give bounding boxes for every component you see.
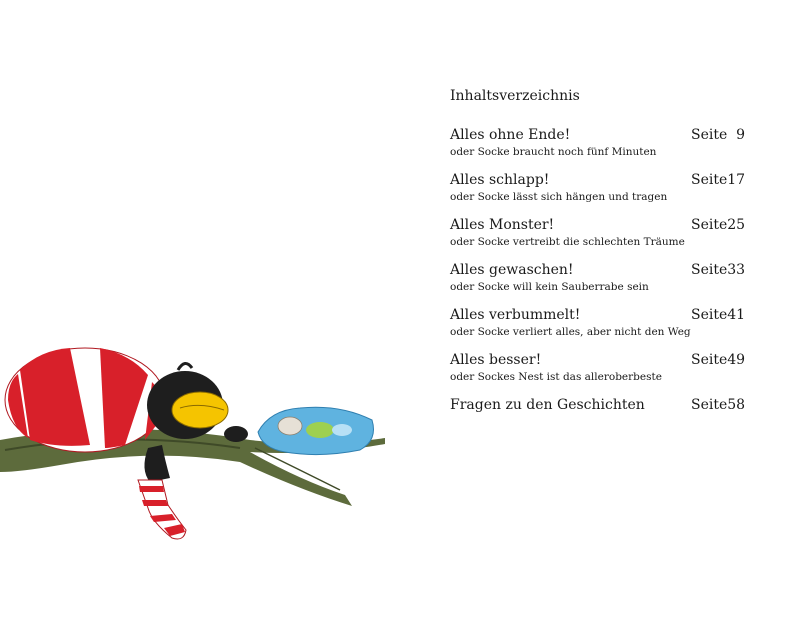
page-word: Seite <box>691 307 728 323</box>
page-word: Seite <box>691 352 728 368</box>
entry-page <box>691 126 745 144</box>
page-number: 33 <box>727 262 746 278</box>
page-number: 17 <box>727 172 746 188</box>
page-word: Seite <box>691 217 728 233</box>
entry-page <box>691 171 745 189</box>
page-word: Seite <box>691 172 728 188</box>
pillow-with-mouse <box>258 407 374 454</box>
page-number: 49 <box>727 352 746 368</box>
entry-subtitle: oder Socke lässt sich hängen und tragen <box>450 191 668 203</box>
page-number: 25 <box>727 217 746 233</box>
toc-entry <box>450 396 745 441</box>
page-number: 41 <box>727 307 746 323</box>
raven <box>144 363 248 482</box>
entry-title: Alles gewaschen! <box>450 262 574 278</box>
entry-page <box>691 261 745 279</box>
entry-title: Alles ohne Ende! <box>450 127 571 143</box>
toc-entry <box>450 261 745 306</box>
hanging-sock <box>138 480 186 539</box>
toc-entry <box>450 306 745 351</box>
entry-subtitle: oder Socke will kein Sauberrabe sein <box>450 281 649 293</box>
entry-subtitle: oder Sockes Nest ist das alleroberbeste <box>450 371 662 383</box>
striped-sock-body <box>5 348 165 452</box>
entry-page <box>691 216 745 234</box>
page-word: Seite <box>691 397 728 413</box>
entry-page <box>691 396 745 414</box>
page-number: 58 <box>727 397 746 413</box>
raven-on-branch-illustration <box>0 330 400 550</box>
page-word: Seite <box>691 127 728 143</box>
toc-entry <box>450 351 745 396</box>
entry-title: Alles schlapp! <box>450 172 550 188</box>
entry-title: Alles besser! <box>450 352 542 368</box>
entry-title: Fragen zu den Geschichten <box>450 397 645 413</box>
entry-subtitle: oder Socke braucht noch fünf Minuten <box>450 146 657 158</box>
entry-title: Alles Monster! <box>450 217 555 233</box>
toc-heading: Inhaltsverzeichnis <box>450 88 580 104</box>
toc-entry <box>450 126 745 171</box>
table-of-contents <box>450 88 745 441</box>
entry-page <box>691 306 745 324</box>
entry-subtitle: oder Socke vertreibt die schlechten Träume <box>450 236 685 248</box>
entry-title: Alles verbummelt! <box>450 307 581 323</box>
toc-entry <box>450 171 745 216</box>
entry-subtitle: oder Socke verliert alles, aber nicht den Weg <box>450 326 691 338</box>
page-number: 9 <box>736 127 745 143</box>
page-word: Seite <box>691 262 728 278</box>
toc-entry <box>450 216 745 261</box>
entry-page <box>691 351 745 369</box>
